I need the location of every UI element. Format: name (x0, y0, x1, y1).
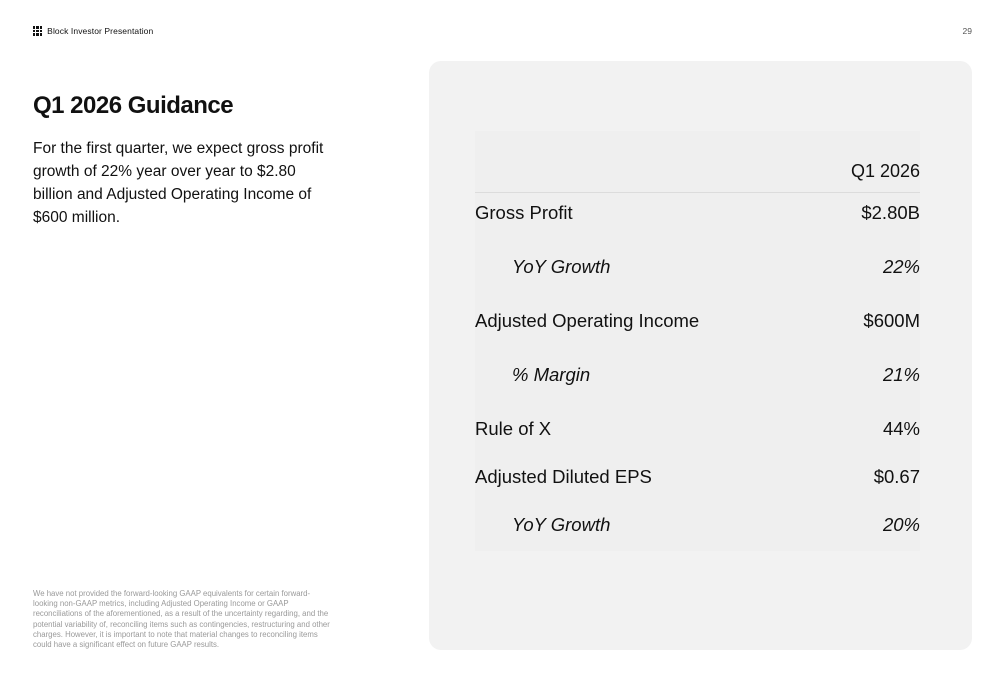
row-label: Adjusted Diluted EPS (475, 466, 652, 487)
row-value: 44% (882, 418, 920, 439)
table-row-rule-of-x (475, 418, 920, 440)
row-label: Rule of X (475, 418, 552, 439)
row-label: % Margin (512, 364, 591, 385)
row-label: Gross Profit (475, 202, 573, 223)
disclaimer-footnote: We have not provided the forward-looking GAAP equivalents for certain forward-looking non-GAAP metrics, including Adjusted Operating Income or GAAP reconciliations of the aforementioned, as a result of the uncertainty regarding, and the potential variability of, reconciling items such as contingencies, restructuring and other charges. However, it is important to note that material changes to reconciling items could have a significant effect on future GAAP results. (33, 589, 330, 650)
row-label: YoY Growth (512, 256, 611, 277)
table-row-gross-profit (475, 202, 920, 224)
guidance-panel (429, 61, 972, 650)
column-header-q1-2026: Q1 2026 (850, 161, 920, 181)
presentation-title: Block Investor Presentation (47, 26, 154, 36)
page-number: 29 (962, 26, 972, 36)
row-label: Adjusted Operating Income (475, 310, 700, 331)
table-row-adjusted-diluted-eps (475, 466, 920, 488)
table-row-gross-profit-yoy-growth (475, 256, 920, 278)
row-value: $0.67 (873, 466, 920, 487)
page-title: Q1 2026 Guidance (33, 92, 234, 119)
row-value: $2.80B (861, 202, 920, 223)
row-value: 22% (882, 256, 920, 277)
header-divider (475, 192, 920, 193)
grid-logo-icon (33, 26, 42, 35)
row-value: $600M (863, 310, 920, 331)
row-label: YoY Growth (512, 514, 611, 535)
guidance-summary: For the first quarter, we expect gross profit growth of 22% year over year to $2.80 billion and Adjusted Operating Income of $600 million. (33, 140, 324, 226)
table-row-margin (475, 364, 920, 386)
table-row-adjusted-operating-income (475, 310, 920, 332)
slide-header (33, 26, 153, 36)
table-row-eps-yoy-growth (475, 514, 920, 536)
row-value: 21% (882, 364, 920, 385)
guidance-table (475, 131, 920, 551)
row-value: 20% (882, 514, 920, 535)
